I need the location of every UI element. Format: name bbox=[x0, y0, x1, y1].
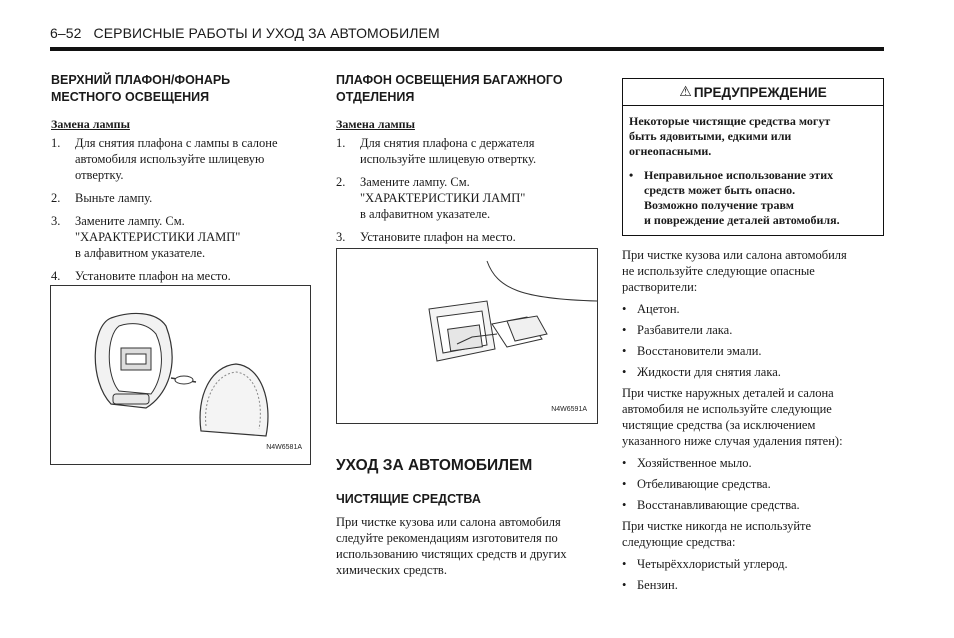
list-item: 3. Установите плафон на место. bbox=[336, 230, 516, 244]
page-header bbox=[50, 25, 440, 41]
list-item: • Ацетон. bbox=[622, 301, 884, 317]
list-item: 2. Замените лампу. См. "ХАРАКТЕРИСТИКИ ЛАМП" в алфавитном указателе. bbox=[336, 175, 526, 221]
middle-column bbox=[336, 72, 598, 252]
solvents-list bbox=[622, 301, 884, 380]
warning-header bbox=[623, 79, 883, 106]
cleaners-text: При чистке кузова или салона автомобиля следуйте рекомендациям изготовителя по использованию чистящих средств и других химических средств. bbox=[336, 515, 567, 577]
list-item: 4. Установите плафон на место. bbox=[51, 269, 231, 283]
car-care-heading: УХОД ЗА АВТОМОБИЛЕМ bbox=[336, 457, 533, 474]
never-use-intro: При чистке никогда не используйте следующие средства: bbox=[622, 519, 812, 549]
header-rule bbox=[50, 47, 884, 51]
dome-light-steps bbox=[51, 135, 313, 284]
warning-box bbox=[622, 78, 884, 236]
warning-text: Некоторые чистящие средства могут быть ядовитыми, едкими или огнеопасными. bbox=[629, 114, 831, 158]
right-column bbox=[622, 78, 884, 598]
list-item: 1. Для снятия плафона с лампы в салоне автомобиля используйте шлицевую отвертку. bbox=[51, 136, 278, 182]
left-column bbox=[51, 72, 313, 291]
warning-body bbox=[623, 106, 883, 235]
page-header-title: СЕРВИСНЫЕ РАБОТЫ И УХОД ЗА АВТОМОБИЛЕМ bbox=[93, 25, 440, 41]
list-item: • Отбеливающие средства. bbox=[622, 476, 884, 492]
list-item: • Восстановители эмали. bbox=[622, 343, 884, 359]
dome-light-figure bbox=[50, 285, 311, 465]
list-item: • Хозяйственное мыло. bbox=[622, 455, 884, 471]
list-item: 3. Замените лампу. См. "ХАРАКТЕРИСТИКИ ЛАМП" в алфавитном указателе. bbox=[51, 214, 241, 260]
trunk-light-illustration bbox=[337, 249, 597, 423]
list-item: • Жидкости для снятия лака. bbox=[622, 364, 884, 380]
dome-light-subheading: Замена лампы bbox=[51, 117, 130, 131]
list-item: • Четырёххлористый углерод. bbox=[622, 556, 884, 572]
trunk-light-steps bbox=[336, 135, 598, 245]
solvents-intro: При чистке кузова или салона автомобиля не используйте следующие опасные растворители: bbox=[622, 248, 847, 294]
figure-code: N4W6581A bbox=[266, 444, 302, 451]
cleaners-heading: ЧИСТЯЩИЕ СРЕДСТВА bbox=[336, 492, 481, 506]
never-use-list bbox=[622, 556, 884, 593]
cleaners-intro: При чистке наружных деталей и салона автомобиля не используйте следующие чистящие средства (за исключением указанного ниже случая удаления пятен): bbox=[622, 386, 843, 448]
list-item: • Восстанавливающие средства. bbox=[622, 497, 884, 513]
list-item: • Бензин. bbox=[622, 577, 884, 593]
list-item: • Разбавители лака. bbox=[622, 322, 884, 338]
warning-title: ПРЕДУПРЕЖДЕНИЕ bbox=[693, 84, 827, 100]
page-number: 6–52 bbox=[50, 25, 82, 41]
trunk-light-figure bbox=[336, 248, 598, 424]
cleaners-list bbox=[622, 455, 884, 513]
dome-light-heading: ВЕРХНИЙ ПЛАФОН/ФОНАРЬ МЕСТНОГО ОСВЕЩЕНИЯ bbox=[51, 73, 231, 104]
trunk-light-subheading: Замена лампы bbox=[336, 117, 415, 131]
dome-light-illustration bbox=[51, 286, 310, 464]
warning-bullet: • Неправильное использование этих средств может быть опасно. Возможно получение травм и повреждение деталей автомобиля. bbox=[629, 168, 877, 228]
trunk-light-heading: ПЛАФОН ОСВЕЩЕНИЯ БАГАЖНОГО ОТДЕЛЕНИЯ bbox=[336, 73, 563, 104]
list-item: 1. Для снятия плафона с держателя используйте шлицевую отвертку. bbox=[336, 136, 537, 166]
figure-code: N4W6591A bbox=[551, 406, 587, 413]
list-item: 2. Выньте лампу. bbox=[51, 191, 153, 205]
care-section bbox=[336, 457, 598, 578]
warning-icon: ⚠ bbox=[679, 84, 692, 100]
